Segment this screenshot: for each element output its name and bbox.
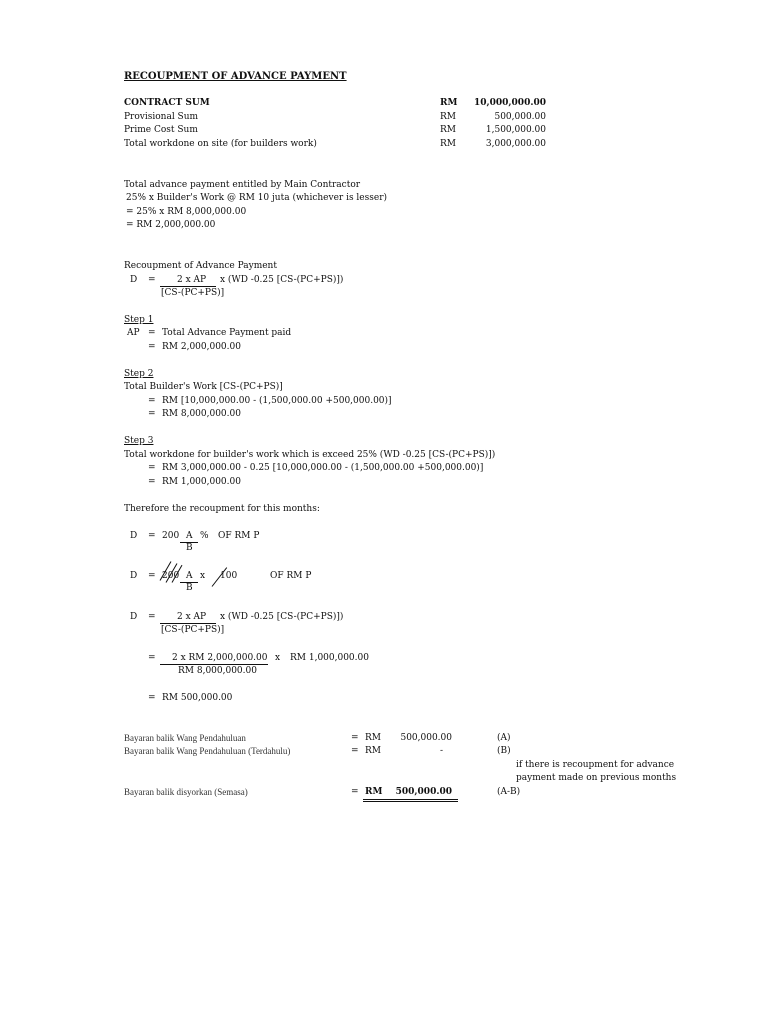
formula-2-of: OF RM P <box>218 531 260 541</box>
step-2-desc: Total Builder's Work [CS-(PC+PS)] <box>124 382 283 392</box>
summary-total-amount: 500,000.00 <box>395 787 452 797</box>
step-3-line-2: RM 1,000,000.00 <box>162 477 241 487</box>
formula-2-percent: % <box>200 531 209 541</box>
result-equals: = <box>148 693 156 703</box>
advance-line-4: = RM 2,000,000.00 <box>126 220 216 230</box>
summary-row-1-label: Bayaran balik Wang Pendahuluan <box>124 733 246 743</box>
formula-4-numerator: 2 x AP <box>177 612 207 622</box>
prime-cost-sum-amount: 1,500,000.00 <box>485 125 546 135</box>
summary-row-1-amount: 500,000.00 <box>400 733 452 743</box>
workdone-amount: 3,000,000.00 <box>485 139 546 149</box>
prime-cost-sum-label: Prime Cost Sum <box>124 125 198 135</box>
step-1-equals: = <box>148 328 156 338</box>
calc-bar <box>160 664 268 665</box>
contract-sum-label: CONTRACT SUM <box>124 98 210 108</box>
provisional-sum-amount: 500,000.00 <box>494 112 546 122</box>
calc-numerator: 2 x RM 2,000,000.00 <box>172 653 268 663</box>
formula-4-denominator: [CS-(PC+PS)] <box>161 625 225 635</box>
formula-4-lhs: D <box>130 612 138 622</box>
fraction-bar <box>160 286 216 287</box>
formula-3-of: OF RM P <box>270 571 312 581</box>
formula-denominator: [CS-(PC+PS)] <box>161 288 225 298</box>
calc-x: x <box>275 653 281 663</box>
summary-row-1-code: (A) <box>497 733 511 743</box>
double-underline-bottom <box>363 801 458 802</box>
formula-2-b: B <box>186 543 193 553</box>
prime-cost-sum-currency: RM <box>440 125 456 135</box>
step-2-line-2: RM 8,000,000.00 <box>162 409 241 419</box>
formula-3-x: x <box>200 571 206 581</box>
double-underline-top <box>363 799 458 800</box>
provisional-sum-currency: RM <box>440 112 456 122</box>
formula-4-bar <box>160 623 216 624</box>
advance-line-2: 25% x Builder's Work @ RM 10 juta (whichever is lesser) <box>126 193 388 203</box>
summary-note-2: payment made on previous months <box>516 773 677 783</box>
summary-row-2-label: Bayaran balik Wang Pendahuluan (Terdahulu) <box>124 746 291 756</box>
step-2-heading: Step 2 <box>124 369 154 379</box>
step-1-ap: AP <box>127 328 140 338</box>
formula-numerator: 2 x AP <box>177 275 207 285</box>
summary-row-1-currency: RM <box>365 733 381 743</box>
step-3-equals-2: = <box>148 477 156 487</box>
step-2-equals: = <box>148 396 156 406</box>
formula-2-lhs: D <box>130 531 138 541</box>
formula-2-equals: = <box>148 531 156 541</box>
formula-4-equals: = <box>148 612 156 622</box>
formula-3-200: 200 <box>162 571 180 581</box>
step-1-value: RM 2,000,000.00 <box>162 342 241 352</box>
formula-multiplier: x (WD -0.25 [CS-(PC+PS)]) <box>220 275 344 285</box>
formula-2-a: A <box>186 531 193 541</box>
workdone-label: Total workdone on site (for builders work) <box>124 139 317 149</box>
summary-row-2-amount: - <box>439 746 443 756</box>
step-3-line-1: RM 3,000,000.00 - 0.25 [10,000,000.00 - (1,500,000.00 +500,000.00)] <box>162 463 484 473</box>
formula-heading: Recoupment of Advance Payment <box>124 261 277 271</box>
formula-4-multiplier: x (WD -0.25 [CS-(PC+PS)]) <box>220 612 344 622</box>
advance-line-3: = 25% x RM 8,000,000.00 <box>126 207 247 217</box>
step-2-equals-2: = <box>148 409 156 419</box>
contract-sum-currency: RM <box>440 98 458 108</box>
step-1-heading: Step 1 <box>124 315 154 325</box>
advance-line-1: Total advance payment entitled by Main Contractor <box>124 180 361 190</box>
summary-note-1: if there is recoupment for advance <box>516 760 675 770</box>
formula-3-equals: = <box>148 571 156 581</box>
formula-equals: = <box>148 275 156 285</box>
step-1-desc: Total Advance Payment paid <box>162 328 292 338</box>
step-1-equals-2: = <box>148 342 156 352</box>
calc-denominator: RM 8,000,000.00 <box>178 666 257 676</box>
summary-row-1-equals: = <box>351 733 359 743</box>
page-title: RECOUPMENT OF ADVANCE PAYMENT <box>124 71 347 82</box>
result-value: RM 500,000.00 <box>162 693 233 703</box>
summary-row-2-equals: = <box>351 746 359 756</box>
formula-lhs: D <box>130 275 138 285</box>
step-3-heading: Step 3 <box>124 436 154 446</box>
step-2-line-1: RM [10,000,000.00 - (1,500,000.00 +500,000.00)] <box>162 396 392 406</box>
calc-equals: = <box>148 653 156 663</box>
summary-total-code: (A-B) <box>497 787 521 797</box>
formula-3-b: B <box>186 583 193 593</box>
step-3-desc: Total workdone for builder's work which is exceed 25% (WD -0.25 [CS-(PC+PS)]) <box>124 450 496 460</box>
formula-3-100: 100 <box>220 571 238 581</box>
summary-total-equals: = <box>351 787 359 797</box>
contract-sum-amount: 10,000,000.00 <box>473 98 546 108</box>
formula-2-200: 200 <box>162 531 180 541</box>
step-3-equals: = <box>148 463 156 473</box>
workdone-currency: RM <box>440 139 456 149</box>
summary-total-currency: RM <box>365 787 383 797</box>
therefore-text: Therefore the recoupment for this months: <box>124 504 320 514</box>
provisional-sum-label: Provisional Sum <box>124 112 199 122</box>
formula-3-a: A <box>186 571 193 581</box>
calc-multiplier: RM 1,000,000.00 <box>290 653 369 663</box>
summary-row-2-code: (B) <box>497 746 511 756</box>
formula-3-lhs: D <box>130 571 138 581</box>
summary-row-2-currency: RM <box>365 746 381 756</box>
summary-total-label: Bayaran balik disyorkan (Semasa) <box>124 787 248 797</box>
